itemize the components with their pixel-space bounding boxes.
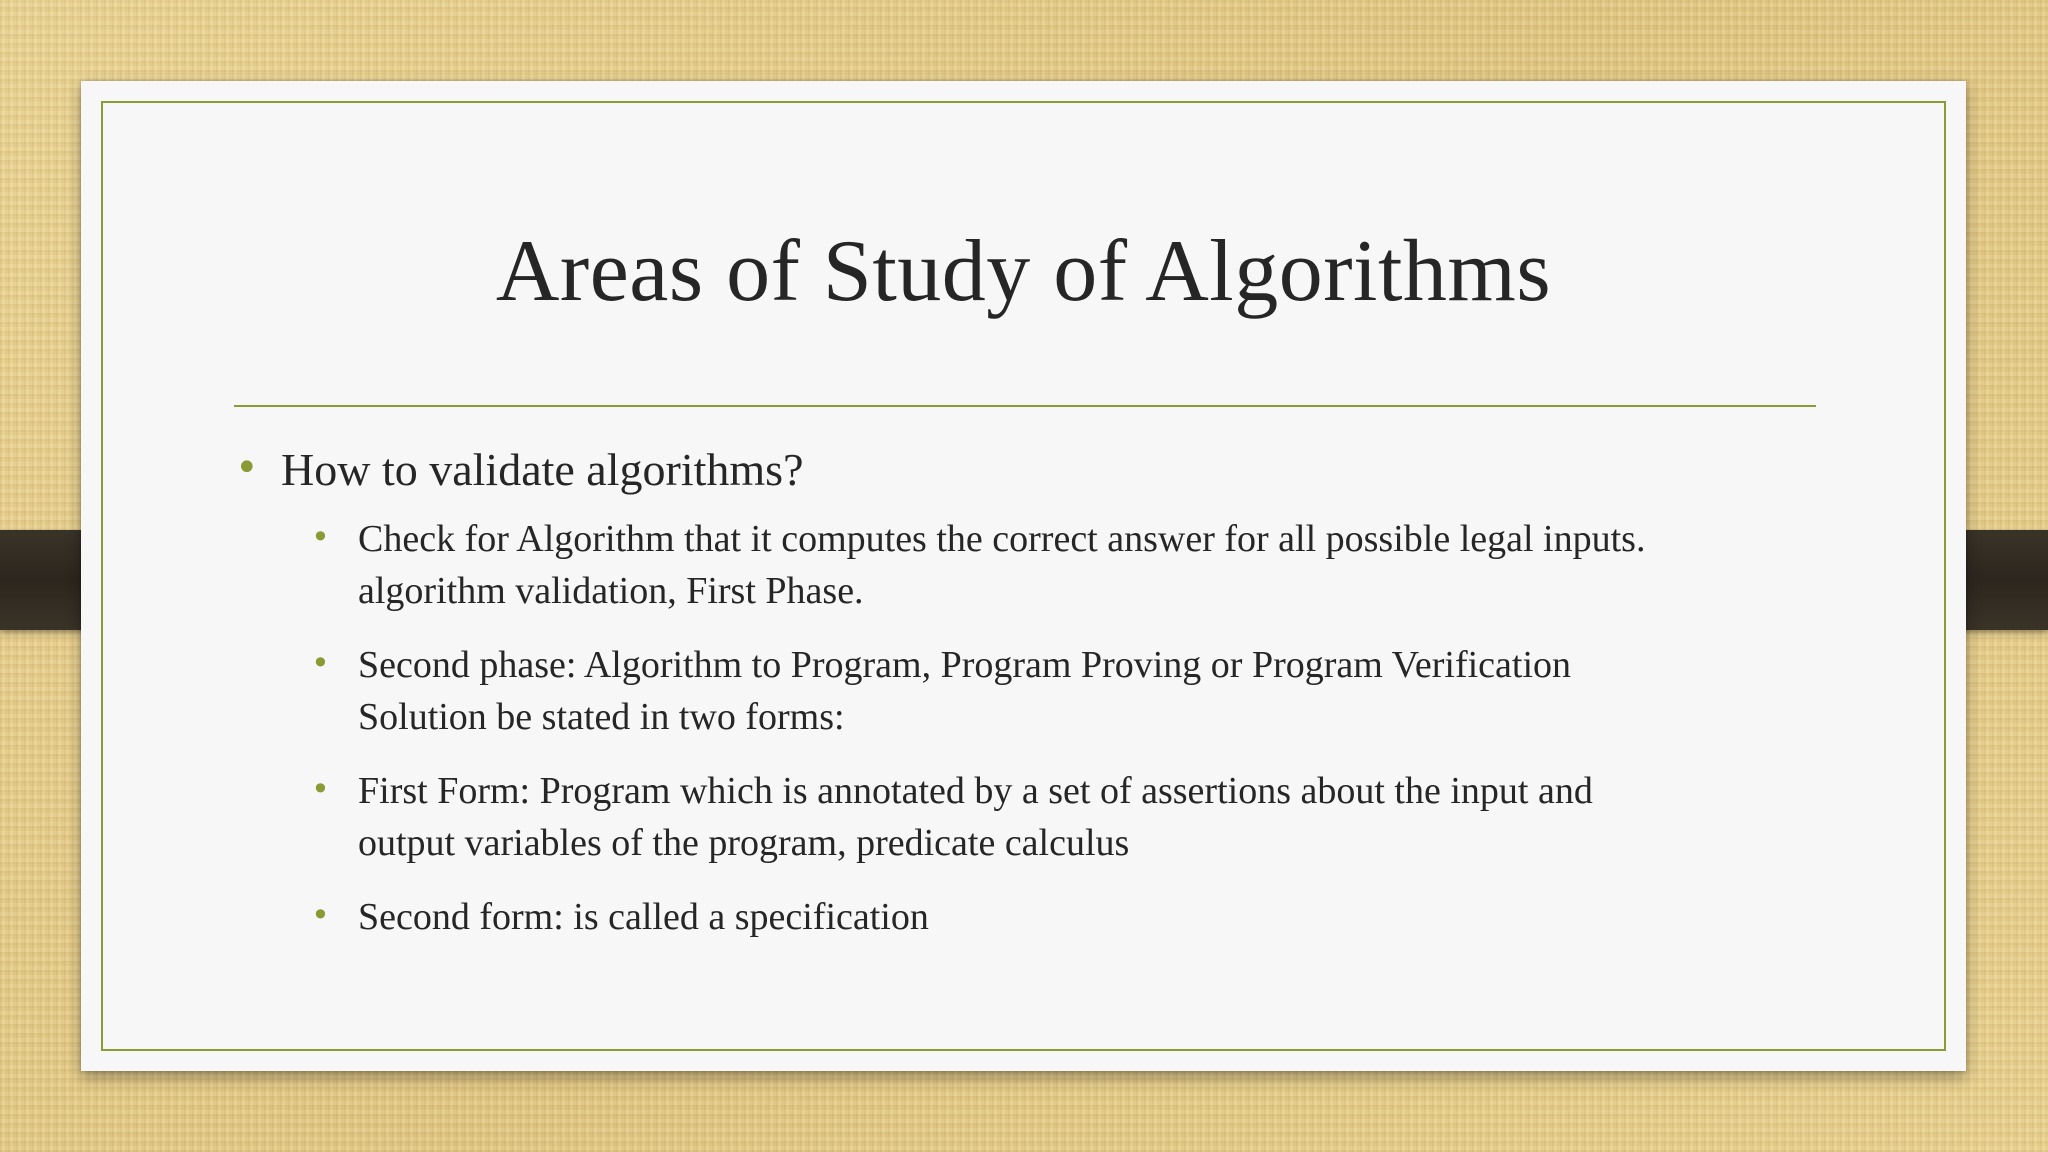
sub-bullet-line: First Form: Program which is annotated by a set of assertions about the input and <box>358 770 1593 812</box>
sub-bullet-4 <box>231 891 1831 943</box>
bullet-dot: • <box>311 644 330 682</box>
bullet-list <box>231 441 1831 965</box>
sub-bullet-line: Check for Algorithm that it computes the correct answer for all possible legal inputs. <box>358 518 1646 560</box>
sub-bullet-line: algorithm validation, First Phase. <box>358 570 864 612</box>
sub-bullet-line: Solution be stated in two forms: <box>358 696 845 738</box>
bullet-dot: • <box>311 896 330 934</box>
sub-bullet-3 <box>231 765 1831 869</box>
bullet-dot: • <box>235 445 259 491</box>
bullet-dot: • <box>311 770 330 808</box>
title-divider <box>234 405 1816 407</box>
bullet-level1 <box>231 441 1831 499</box>
sub-bullet-line: Second phase: Algorithm to Program, Program Proving or Program Verification <box>358 644 1572 686</box>
slide <box>81 81 1966 1071</box>
bullet-dot: • <box>311 518 330 556</box>
sub-bullet-1 <box>231 513 1831 617</box>
bullet-text: How to validate algorithms? <box>281 444 804 495</box>
sub-bullet-2 <box>231 639 1831 743</box>
slide-title: Areas of Study of Algorithms <box>495 223 1552 320</box>
sub-bullet-line: output variables of the program, predicate calculus <box>358 822 1130 864</box>
sub-bullet-line: Second form: is called a specification <box>358 896 929 938</box>
